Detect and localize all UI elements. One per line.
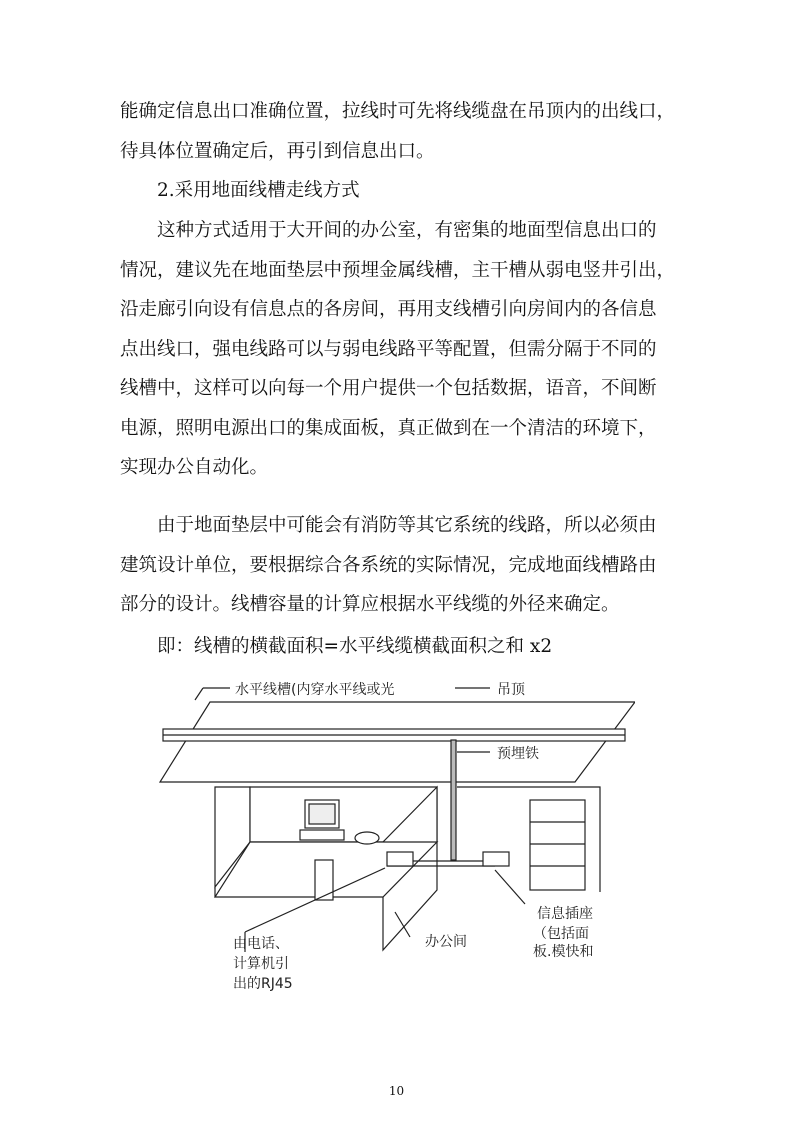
text-line: 点出线口，强电线路可以与弱电线路平等配置，但需分隔于不同的 (120, 338, 657, 360)
text-line: 能确定信息出口准确位置，拉线时可先将线缆盘在吊顶内的出线口， (120, 101, 676, 122)
label-office: 办公间 (425, 934, 467, 950)
paragraph-continuation (120, 92, 680, 171)
socket-left (387, 852, 413, 866)
page-number: 10 (388, 1084, 405, 1098)
formula-line: 即：线槽的横截面积=水平线缆横截面积之和 x2 (157, 636, 553, 657)
text-line: 建筑设计单位，要根据综合各系统的实际情况，完成地面线槽路由 (120, 554, 657, 576)
text-line: 待具体位置确定后，再引到信息出口。 (120, 140, 435, 162)
text-line: 实现办公自动化。 (120, 457, 269, 478)
paragraph-design (120, 506, 680, 625)
label-socket-1: 信息插座 (537, 906, 593, 922)
cpu-tower (315, 860, 333, 900)
text-line: 由于地面垫层中可能会有消防等其它系统的线路，所以必须由 (157, 515, 657, 536)
phone (355, 832, 379, 844)
text-line: 部分的设计。线槽容量的计算应根据水平线缆的外径来确定。 (120, 594, 620, 615)
label-embedded: 预埋铁 (497, 746, 539, 762)
shelf (530, 800, 585, 890)
ceiling-panel (160, 702, 635, 782)
label-rj45-3: 出的RJ45 (233, 976, 293, 992)
label-ceiling: 吊顶 (497, 682, 525, 698)
label-tray: 水平线槽(内穿水平线或光 (235, 682, 395, 698)
text-line: 线槽中，这样可以向每一个用户提供一个包括数据，语音，不间断 (120, 378, 657, 399)
text-line: 沿走廊引向设有信息点的各房间，再用支线槽引向房间内的各信息 (120, 299, 657, 320)
text-line: 电源，照明电源出口的集成面板，真正做到在一个清洁的环境下， (120, 417, 657, 439)
socket-right (483, 852, 509, 866)
embedded-iron (451, 740, 456, 860)
paragraph-floor-trunking (120, 211, 680, 488)
label-rj45-2: 计算机引 (233, 956, 289, 972)
label-rj45-1: 由电话、 (233, 936, 289, 952)
floor-trunking-diagram (155, 672, 635, 1002)
text-line: 这种方式适用于大开间的办公室，有密集的地面型信息出口的 (157, 220, 657, 241)
section-heading: 2.采用地面线槽走线方式 (157, 180, 360, 201)
horizontal-tray (163, 729, 625, 741)
label-socket-3: 板.模快和 (533, 944, 594, 960)
text-line: 情况，建议先在地面垫层中预埋金属线槽，主干槽从弱电竖井引出， (120, 259, 676, 281)
label-socket-2: （包括面 (533, 926, 589, 942)
